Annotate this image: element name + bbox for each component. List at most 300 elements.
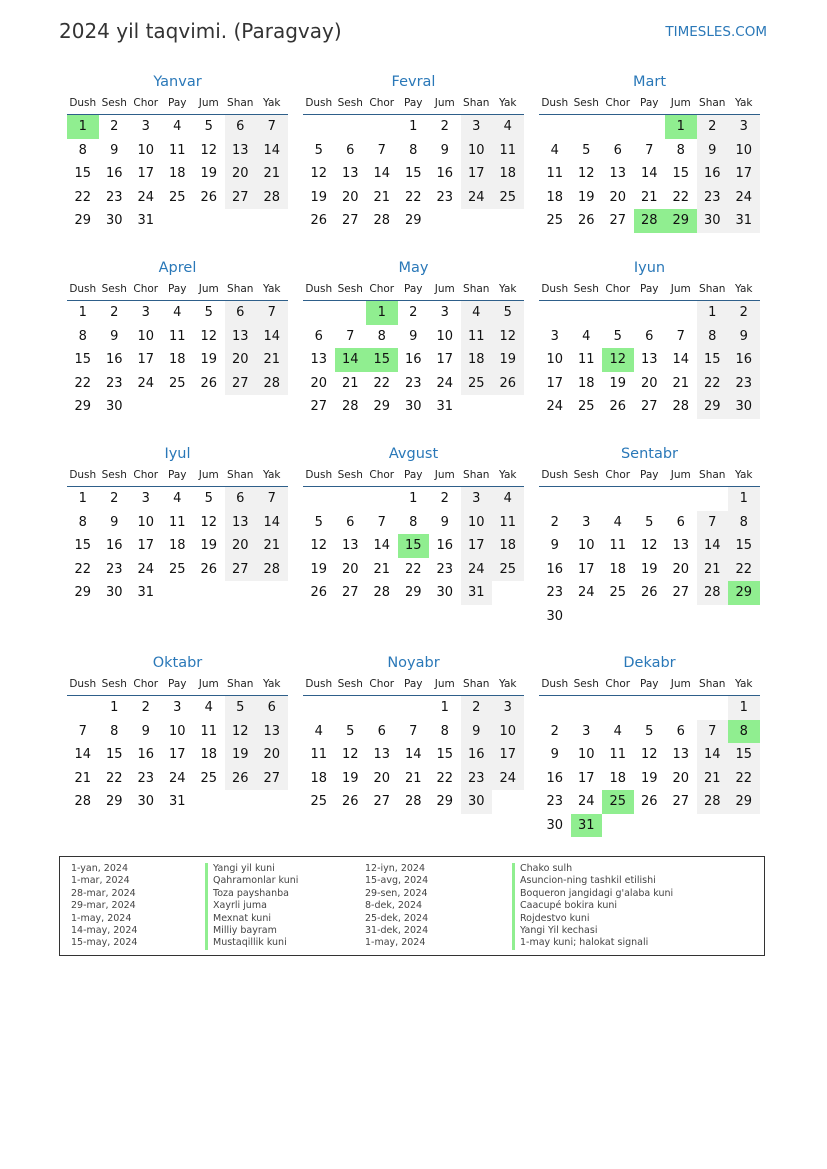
empty-cell [429,209,461,233]
day-cell: 16 [728,348,760,372]
empty-cell [634,487,666,511]
day-cell: 29 [74,399,92,414]
day-cell: 23 [137,770,155,786]
weekday-label: Sesh [337,678,363,690]
week-row [67,558,288,582]
holiday-name: Chako sulh [512,863,673,875]
empty-cell [366,115,398,139]
weeks [303,301,524,419]
week-row [303,767,524,791]
weekday-label: Yak [735,678,753,690]
week-row [539,487,760,511]
day-cell: 14 [672,352,690,367]
day-cell: 13 [672,538,690,553]
day-cell: 25 [577,399,595,414]
day-cell: 15 [74,538,92,553]
day-cell: 16 [546,770,564,786]
day-cell: 24 [728,186,760,210]
weeks [67,696,288,814]
month-oktabr [67,653,288,814]
day-cell: 24 [461,186,493,210]
empty-cell [492,581,524,605]
weekday-label: Yak [263,283,281,295]
week-row [67,743,288,767]
day-cell: 11 [461,325,493,349]
day-cell: 5 [204,119,213,134]
week-row [539,534,760,558]
day-cell: 19 [310,189,328,205]
day-cell: 20 [225,162,257,186]
weekday-label: Sesh [337,97,363,109]
legend-names-left [205,863,298,950]
week-row [539,743,760,767]
week-row [67,395,288,419]
day-cell: 18 [577,375,595,391]
weekday-label: Shan [463,678,490,690]
day-cell: 16 [137,747,155,762]
day-cell: 28 [697,790,729,814]
empty-cell [665,605,697,629]
empty-cell [634,115,666,139]
empty-cell [225,790,257,814]
day-cell: 15 [728,743,760,767]
weekday-label: Sesh [101,469,127,481]
day-cell: 22 [404,189,422,205]
day-cell: 3 [550,328,559,344]
day-cell: 19 [310,561,328,577]
weeks [539,301,760,419]
day-cell: 12 [602,348,634,372]
day-cell: 11 [310,747,328,762]
day-cell: 16 [105,166,123,181]
day-cell: 15 [697,348,729,372]
day-cell: 25 [492,558,524,582]
empty-cell [461,209,493,233]
weekday-label: Shan [699,283,726,295]
holiday-name: Asuncion-ning tashkil etilishi [512,875,673,887]
day-cell: 12 [341,747,359,762]
weekday-label: Yak [735,97,753,109]
holiday-name: Caacupé bokira kuni [512,900,673,912]
day-cell: 20 [640,375,658,391]
month-name: Avgust [388,446,439,462]
day-cell: 23 [697,186,729,210]
day-cell: 20 [310,375,328,391]
weekday-label: Chor [133,283,159,295]
day-cell: 26 [310,585,328,600]
day-cell: 17 [461,534,493,558]
day-cell: 11 [492,139,524,163]
month-dekabr [539,653,760,837]
holiday-name: 1-may kuni; halokat signali [512,937,673,949]
holiday-date: 8-dek, 2024 [365,900,423,912]
day-cell: 25 [492,186,524,210]
day-cell: 21 [74,770,92,786]
week-row [303,301,524,325]
day-cell: 1 [409,119,418,134]
empty-cell [602,487,634,511]
week-row [303,115,524,139]
day-cell: 6 [225,487,257,511]
day-cell: 17 [137,166,155,181]
day-cell: 1 [728,487,760,511]
day-cell: 10 [461,511,493,535]
day-cell: 17 [137,352,155,367]
weekday-label: Jum [198,678,219,690]
empty-cell [162,209,194,233]
page-title: 2024 yil taqvimi. (Paragvay) [59,19,342,43]
day-cell: 18 [609,561,627,577]
day-cell: 17 [728,162,760,186]
legend-dates-left [71,863,137,950]
day-cell: 18 [168,166,186,181]
day-cell: 11 [168,328,186,344]
day-cell: 26 [341,794,359,809]
empty-cell [303,696,335,720]
weekday-label: Chor [133,469,159,481]
holiday-date: 14-may, 2024 [71,925,138,937]
day-cell: 8 [676,142,685,158]
week-row [303,743,524,767]
day-cell: 31 [728,209,760,233]
weekday-label: Shan [699,678,726,690]
day-cell: 23 [728,372,760,396]
week-row [303,348,524,372]
day-cell: 6 [256,696,288,720]
holiday-date: 1-may, 2024 [71,912,132,924]
day-cell: 11 [609,747,627,762]
day-cell: 21 [256,162,288,186]
month-may [303,258,524,419]
month-name: Iyul [164,446,191,462]
day-cell: 25 [602,790,634,814]
day-cell: 9 [440,514,449,530]
day-cell: 6 [225,115,257,139]
day-cell: 8 [78,514,87,530]
day-cell: 6 [676,514,685,530]
day-cell: 4 [173,305,182,320]
day-cell: 3 [461,487,493,511]
day-cell: 23 [546,585,564,600]
day-cell: 13 [341,166,359,181]
day-cell: 21 [373,189,391,205]
day-cell: 18 [310,770,328,786]
holiday-date: 29-sen, 2024 [365,887,428,899]
weekday-label: Jum [670,283,691,295]
day-cell: 28 [341,399,359,414]
day-cell: 27 [373,794,391,809]
week-row [67,487,288,511]
day-cell: 28 [672,399,690,414]
day-cell: 4 [550,142,559,158]
day-cell: 18 [609,770,627,786]
week-row [67,186,288,210]
day-cell: 14 [373,166,391,181]
day-cell: 8 [377,328,386,344]
legend-dates-right [365,863,428,950]
week-row [67,767,288,791]
day-cell: 22 [74,375,92,391]
month-noyabr [303,653,524,814]
day-cell: 2 [550,723,559,739]
day-cell: 21 [697,767,729,791]
day-cell: 26 [609,399,627,414]
weekday-header [67,92,288,115]
day-cell: 19 [200,166,218,181]
day-cell: 30 [546,817,564,833]
day-cell: 24 [137,189,155,205]
weeks [67,301,288,419]
day-cell: 28 [373,213,391,228]
day-cell: 10 [546,352,564,367]
day-cell: 22 [436,770,454,786]
day-cell: 13 [672,747,690,762]
day-cell: 12 [310,538,328,553]
month-fevral [303,72,524,233]
weekday-label: Jum [198,469,219,481]
day-cell: 16 [546,561,564,577]
week-row [67,348,288,372]
day-cell: 13 [225,325,257,349]
day-cell: 3 [141,491,150,506]
weekday-label: Pay [167,97,187,109]
weekday-header [303,464,524,487]
day-cell: 27 [225,186,257,210]
day-cell: 4 [461,301,493,325]
empty-cell [634,696,666,720]
day-cell: 4 [173,119,182,134]
day-cell: 24 [137,375,155,391]
day-cell: 6 [676,723,685,739]
weeks [539,115,760,233]
weekday-label: Pay [403,283,423,295]
empty-cell [303,301,335,325]
empty-cell [571,115,603,139]
weeks [539,487,760,628]
day-cell: 2 [461,696,493,720]
day-cell: 3 [582,514,591,530]
day-cell: 24 [546,399,564,414]
day-cell: 8 [78,328,87,344]
week-row [539,115,760,139]
day-cell: 2 [440,119,449,134]
week-row [67,162,288,186]
day-cell: 4 [613,514,622,530]
day-cell: 23 [105,561,123,577]
day-cell: 3 [440,305,449,320]
day-cell: 1 [67,115,99,139]
day-cell: 3 [141,119,150,134]
weekday-label: Chor [133,97,159,109]
day-cell: 15 [74,352,92,367]
weekday-label: Chor [369,469,395,481]
day-cell: 6 [225,301,257,325]
week-row [539,767,760,791]
weekday-label: Pay [403,469,423,481]
day-cell: 12 [200,328,218,344]
week-row [303,558,524,582]
empty-cell [539,301,571,325]
day-cell: 10 [137,328,155,344]
weeks [539,696,760,837]
day-cell: 14 [256,139,288,163]
month-name: Fevral [391,74,436,90]
week-row [303,581,524,605]
month-mart [539,72,760,233]
day-cell: 13 [256,720,288,744]
holiday-date: 31-dek, 2024 [365,925,429,937]
day-cell: 9 [110,142,119,158]
day-cell: 7 [676,328,685,344]
empty-cell [697,487,729,511]
day-cell: 27 [341,213,359,228]
day-cell: 11 [609,538,627,553]
week-row [539,372,760,396]
day-cell: 29 [105,794,123,809]
week-row [67,115,288,139]
day-cell: 8 [409,514,418,530]
day-cell: 30 [461,790,493,814]
empty-cell [303,487,335,511]
holiday-date: 1-mar, 2024 [71,875,130,887]
weekday-label: Shan [699,469,726,481]
day-cell: 26 [640,794,658,809]
day-cell: 17 [461,162,493,186]
day-cell: 16 [436,538,454,553]
day-cell: 5 [582,142,591,158]
month-name: Iyun [633,260,666,276]
day-cell: 5 [314,514,323,530]
day-cell: 7 [697,511,729,535]
weekday-label: Yak [499,97,517,109]
weekday-label: Chor [369,97,395,109]
day-cell: 12 [200,514,218,530]
day-cell: 6 [377,723,386,739]
day-cell: 20 [609,189,627,205]
day-cell: 20 [341,561,359,577]
week-row [67,209,288,233]
day-cell: 28 [256,372,288,396]
day-cell: 27 [256,767,288,791]
weekday-label: Shan [227,283,254,295]
day-cell: 2 [728,301,760,325]
day-cell: 26 [200,561,218,577]
weekday-header [303,92,524,115]
day-cell: 29 [74,213,92,228]
day-cell: 16 [697,162,729,186]
holiday-date: 1-yan, 2024 [71,863,128,874]
day-cell: 20 [256,743,288,767]
day-cell: 20 [672,770,690,786]
empty-cell [256,395,288,419]
empty-cell [335,301,367,325]
legend-names-right [512,863,673,950]
day-cell: 13 [225,511,257,535]
day-cell: 13 [225,139,257,163]
empty-cell [67,696,99,720]
day-cell: 2 [141,700,150,715]
month-avgust [303,444,524,605]
day-cell: 24 [492,767,524,791]
day-cell: 12 [225,720,257,744]
day-cell: 23 [546,794,564,809]
day-cell: 24 [436,375,454,391]
day-cell: 30 [105,585,123,600]
empty-cell [602,814,634,838]
weekday-label: Jum [670,469,691,481]
weekday-label: Shan [463,97,490,109]
day-cell: 14 [256,511,288,535]
day-cell: 31 [436,399,454,414]
day-cell: 1 [728,696,760,720]
day-cell: 17 [577,770,595,786]
day-cell: 31 [571,814,603,838]
month-name: Yanvar [153,74,202,90]
day-cell: 18 [492,534,524,558]
day-cell: 7 [409,723,418,739]
day-cell: 30 [105,399,123,414]
weekday-label: Yak [735,469,753,481]
weekday-label: Dush [541,283,569,295]
day-cell: 23 [404,375,422,391]
day-cell: 3 [461,115,493,139]
day-cell: 10 [137,514,155,530]
holiday-name: Milliy bayram [205,925,298,937]
day-cell: 10 [577,538,595,553]
day-cell: 26 [577,213,595,228]
day-cell: 22 [672,189,690,205]
day-cell: 14 [404,747,422,762]
day-cell: 1 [697,301,729,325]
day-cell: 11 [200,723,218,739]
empty-cell [697,605,729,629]
week-row [303,395,524,419]
day-cell: 1 [110,700,119,715]
day-cell: 4 [173,491,182,506]
week-row [539,814,760,838]
holiday-name: Qahramonlar kuni [205,875,298,887]
month-name: May [398,260,429,276]
day-cell: 26 [200,375,218,391]
empty-cell [366,487,398,511]
empty-cell [492,209,524,233]
day-cell: 9 [550,747,559,762]
empty-cell [539,487,571,511]
weekday-label: Jum [434,97,455,109]
site-link[interactable]: TIMESLES.COM [665,24,767,40]
day-cell: 5 [204,305,213,320]
weekday-label: Pay [403,678,423,690]
empty-cell [303,115,335,139]
day-cell: 14 [335,348,367,372]
day-cell: 12 [310,166,328,181]
weekday-label: Yak [499,469,517,481]
weekday-label: Dush [541,678,569,690]
day-cell: 2 [110,491,119,506]
day-cell: 29 [404,585,422,600]
day-cell: 4 [492,115,524,139]
day-cell: 12 [640,747,658,762]
day-cell: 20 [373,770,391,786]
month-yanvar [67,72,288,233]
weekday-label: Jum [198,97,219,109]
day-cell: 5 [645,514,654,530]
month-iyun [539,258,760,419]
month-name: Mart [632,74,667,90]
weekday-label: Pay [167,283,187,295]
day-cell: 3 [141,305,150,320]
day-cell: 12 [640,538,658,553]
